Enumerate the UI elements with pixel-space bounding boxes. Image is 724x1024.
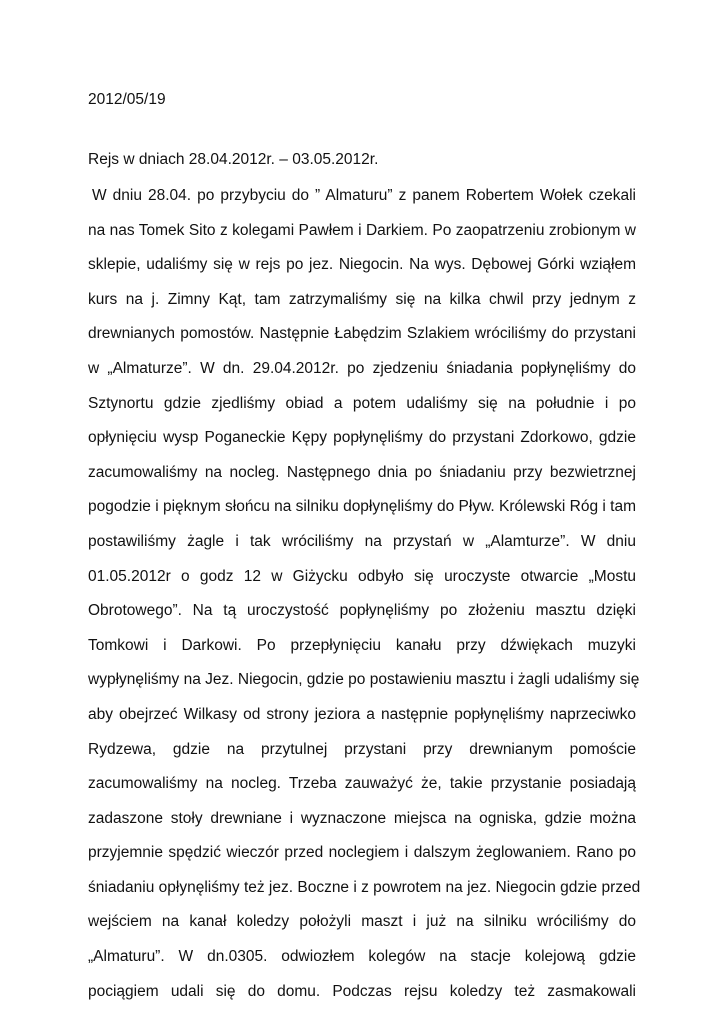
paragraph-line: postawiliśmy żagle i tak wróciliśmy na przystań w „Alamturze”. W dniu — [88, 532, 636, 550]
document-date: 2012/05/19 — [88, 91, 166, 108]
paragraph-line: Tomkowi i Darkowi. Po przepłynięciu kanału przy dźwiękach muzyki — [88, 636, 636, 654]
paragraph-line: sklepie, udaliśmy się w rejs po jez. Niegocin. Na wys. Dębowej Górki wziąłem — [88, 256, 636, 274]
paragraph-line: przyjemnie spędzić wieczór przed noclegiem i dalszym żeglowaniem. Rano po — [88, 844, 636, 862]
paragraph-line: pogodzie i pięknym słońcu na silniku dopłynęliśmy do Pływ. Królewski Róg i tam — [88, 498, 636, 516]
paragraph-line: Rydzewa, gdzie na przytulnej przystani przy drewnianym pomoście — [88, 740, 636, 758]
paragraph-line: śniadaniu opłynęliśmy też jez. Boczne i z powrotem na jez. Niegocin gdzie przed — [88, 878, 641, 896]
paragraph-line: na nas Tomek Sito z kolegami Pawłem i Darkiem. Po zaopatrzeniu zrobionym w — [88, 221, 636, 239]
paragraph-line: opłynięciu wysp Poganeckie Kępy popłynęliśmy do przystani Zdorkowo, gdzie — [88, 429, 636, 447]
paragraph-line: zacumowaliśmy na nocleg. Następnego dnia po śniadaniu przy bezwietrznej — [88, 463, 636, 481]
paragraph-line: drewnianych pomostów. Następnie Łabędzim Szlakiem wróciliśmy do przystani — [88, 325, 636, 343]
paragraph-line: Sztynortu gdzie zjedliśmy obiad a potem udaliśmy się na południe i po — [88, 394, 636, 412]
paragraph-line: zadaszone stoły drewniane i wyznaczone miejsca na ogniska, gdzie można — [88, 809, 636, 827]
paragraph-line: w „Almaturze”. W dn. 29.04.2012r. po zjedzeniu śniadania popłynęliśmy do — [88, 359, 636, 377]
paragraph-line: pociągiem udali się do domu. Podczas rejsu koledzy też zasmakowali — [88, 982, 636, 1000]
paragraph-line: W dniu 28.04. po przybyciu do ” Almaturu” z panem Robertem Wołek czekali — [92, 187, 636, 204]
paragraph-line: „Almaturu”. W dn.0305. odwiozłem kolegów na stacje kolejową gdzie — [88, 948, 636, 966]
document-title: Rejs w dniach 28.04.2012r. – 03.05.2012r. — [88, 151, 379, 168]
paragraph-line: aby obejrzeć Wilkasy od strony jeziora a następnie popłynęliśmy naprzeciwko — [88, 705, 636, 723]
paragraph-line: wejściem na kanał koledzy położyli maszt i już na silniku wróciliśmy do — [88, 913, 636, 931]
document-body — [88, 179, 641, 1009]
paragraph-line: Obrotowego”. Na tą uroczystość popłynęliśmy po złożeniu masztu dzięki — [88, 602, 636, 620]
paragraph-line: wypłynęliśmy na Jez. Niegocin, gdzie po postawieniu masztu i żagli udaliśmy się — [88, 671, 640, 689]
paragraph-line: kurs na j. Zimny Kąt, tam zatrzymaliśmy się na kilka chwil przy jednym z — [88, 290, 636, 308]
paragraph-line: 01.05.2012r o godz 12 w Giżycku odbyło się uroczyste otwarcie „Mostu — [88, 567, 636, 585]
paragraph-line: zacumowaliśmy na nocleg. Trzeba zauważyć że, takie przystanie posiadają — [88, 775, 636, 793]
